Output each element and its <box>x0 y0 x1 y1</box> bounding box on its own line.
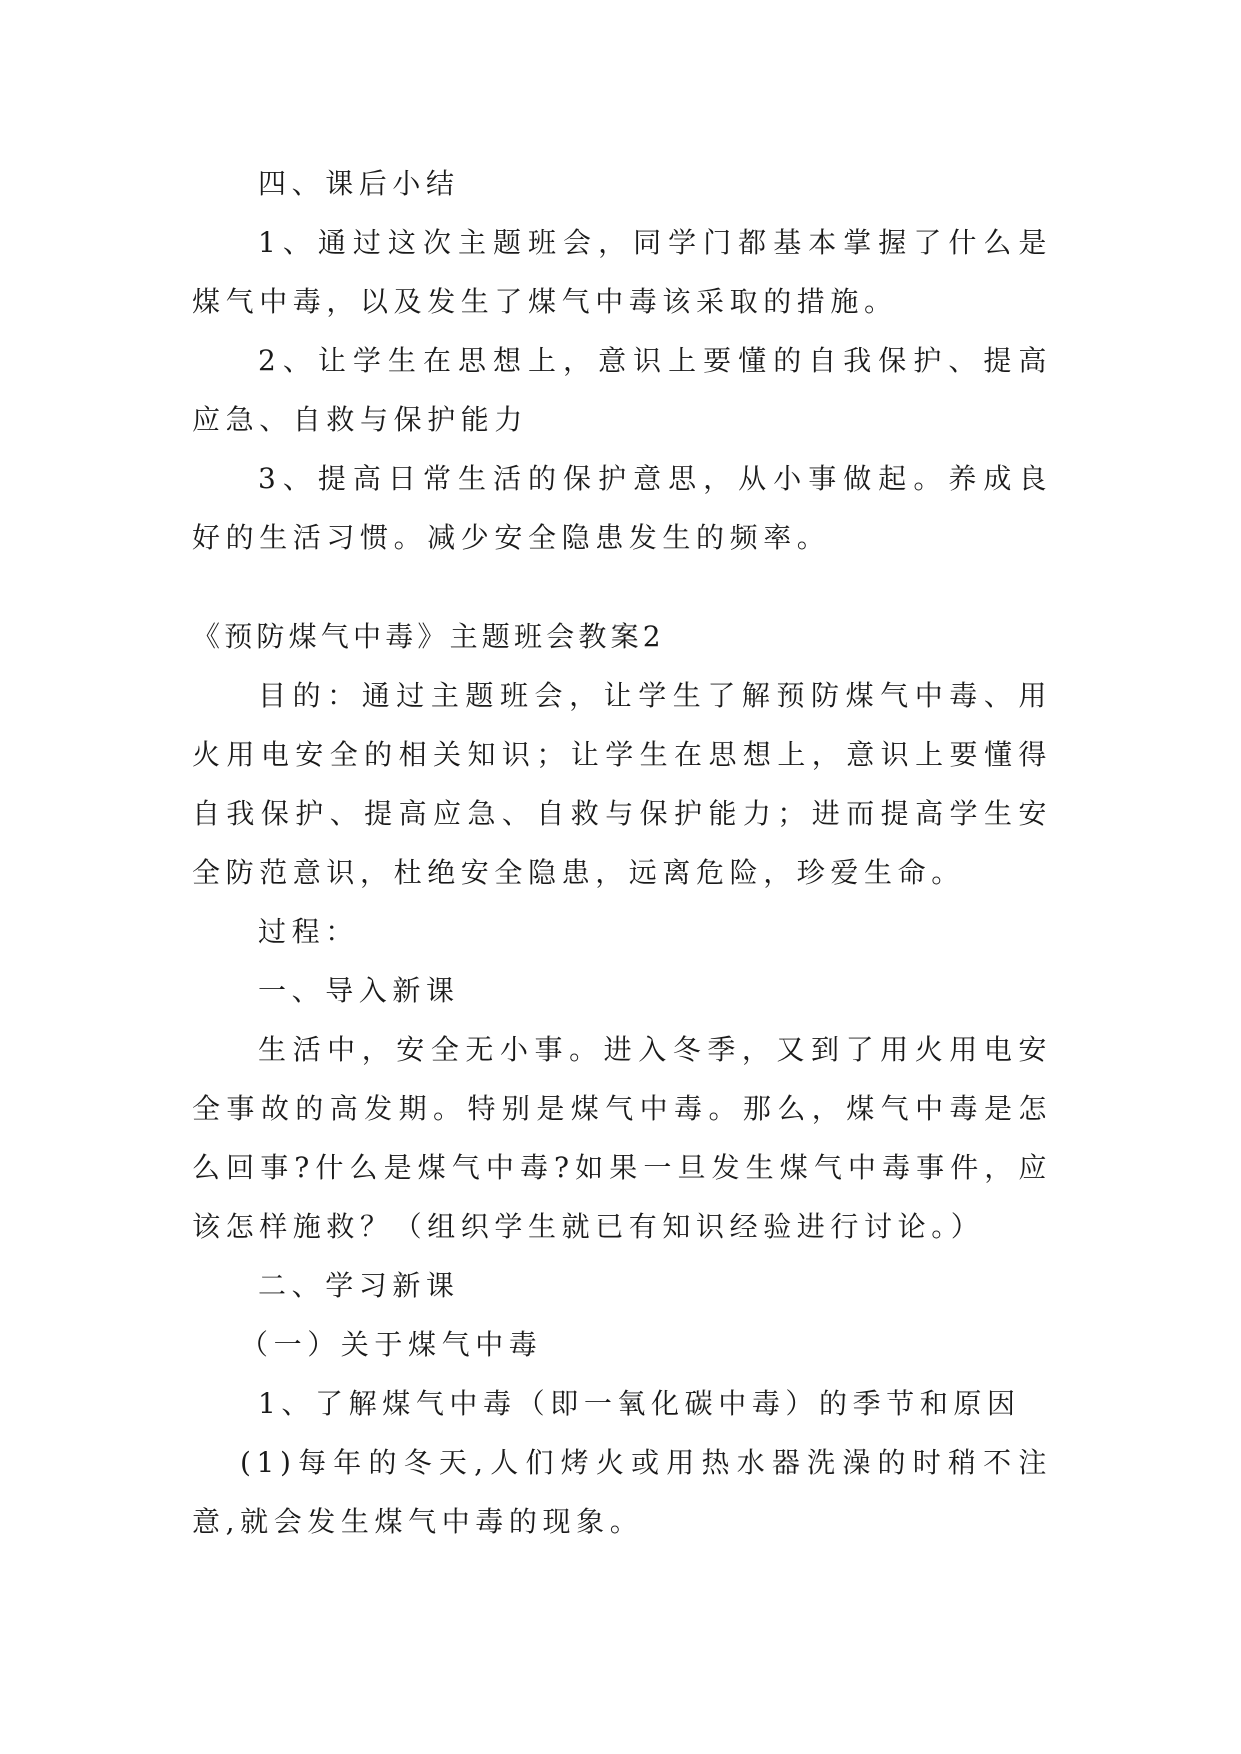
subsection-heading-1: （一）关于煤气中毒 <box>240 1328 543 1361</box>
section-heading-summary: 四、课后小结 <box>258 167 460 200</box>
purpose-paragraph: 目的：通过主题班会，让学生了解预防煤气中毒、用火用电安全的相关知识；让学生在思想上，意识上要懂得自我保护、提高应急、自救与保护能力；进而提高学生安全防范意识，杜绝安全隐患，远离危险，珍爱生命。 <box>192 679 1052 889</box>
part2-heading: 二、学习新课 <box>258 1269 460 1302</box>
part1-paragraph: 生活中，安全无小事。进入冬季，又到了用火用电安全事故的高发期。特别是煤气中毒。那么，煤气中毒是怎么回事?什么是煤气中毒?如果一旦发生煤气中毒事件，应该怎样施救？（组织学生就已有知识经验进行讨论。） <box>192 1033 1052 1243</box>
summary-item-3: 3、提高日常生活的保护意思，从小事做起。养成良好的生活习惯。减少安全隐患发生的频率。 <box>192 462 1052 554</box>
document-title: 《预防煤气中毒》主题班会教案2 <box>192 620 665 653</box>
point-1a: (1)每年的冬天,人们烤火或用热水器洗澡的时稍不注意,就会发生煤气中毒的现象。 <box>192 1446 1052 1538</box>
summary-item-2: 2、让学生在思想上，意识上要懂的自我保护、提高应急、自救与保护能力 <box>192 344 1052 436</box>
document-body <box>192 154 1052 1551</box>
point-1: 1、了解煤气中毒（即一氧化碳中毒）的季节和原因 <box>258 1387 1021 1420</box>
process-label: 过程： <box>258 915 359 948</box>
summary-item-1: 1、通过这次主题班会，同学门都基本掌握了什么是煤气中毒，以及发生了煤气中毒该采取的措施。 <box>192 226 1052 318</box>
part1-heading: 一、导入新课 <box>258 974 460 1007</box>
